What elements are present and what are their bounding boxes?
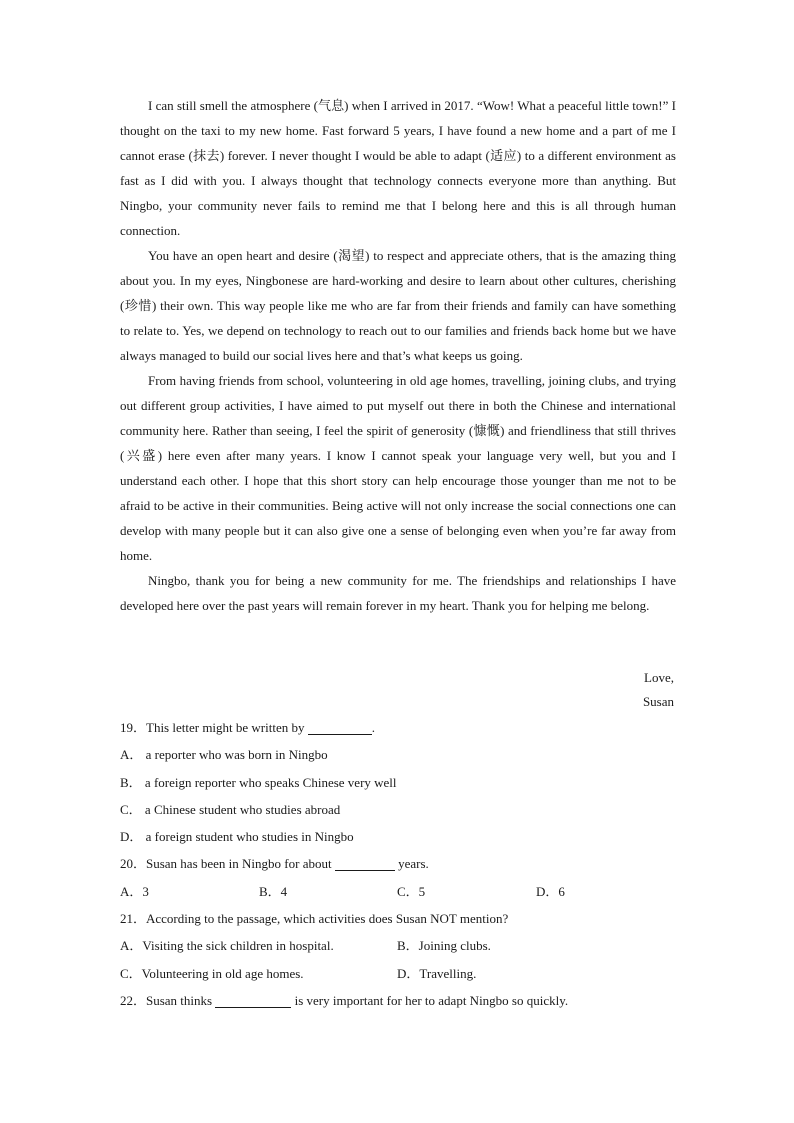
passage-paragraph-4: Ningbo, thank you for being a new community for me. The friendships and relationships I have developed here over the past years will remain forever in my heart. Thank you for helping me belong. [120,573,676,613]
passage-paragraph-2: You have an open heart and desire (渴望) to respect and appreciate others, that is the amazing thing about you. In my eyes, Ningbonese are hard-working and desire to learn about other cultures, cherishing (珍惜) their own. This way people like me who are far from their friends and family can have something to relate to. Yes, we depend on technology to reach out to our families and friends back home but we have always managed to build our social lives here and that’s what keeps us going. [120,248,676,363]
letter-closing: Love, [644,670,674,685]
question-22-text: 22．Susan thinks [120,992,213,1008]
question-21-option-b[interactable]: B．Joining clubs. [397,938,491,954]
passage-paragraph-1: I can still smell the atmosphere (气息) when I arrived in 2017. “Wow! What a peaceful little town!” I thought on the taxi to my new home. Fast forward 5 years, I have found a new home and a part of me I cannot erase (抹去) forever. I never thought I would be able to adapt (适应) to a different environment as fast as I did with you. I always thought that technology connects everyone more than anything. But Ningbo, your community never fails to remind me that I belong here and this is all through human connection. [120,98,676,238]
question-19-stem [120,714,680,741]
question-21-options-row-2 [120,960,680,987]
question-19-option-d[interactable]: D． a foreign student who studies in Ningbo [120,829,354,845]
question-21-option-c[interactable]: C．Volunteering in old age homes. [120,965,304,981]
question-20-blank[interactable] [335,855,395,871]
question-21-option-d[interactable]: D．Travelling. [397,965,477,981]
question-19-option-c[interactable]: C． a Chinese student who studies abroad [120,801,341,817]
question-21-options-row-1 [120,932,680,959]
passage-paragraph-3: From having friends from school, volunteering in old age homes, travelling, joining clubs, and trying out different group activities, I have aimed to put myself out there in both the Chinese and international community here. Rather than seeing, I feel the spirit of generosity (慷慨) and friendliness that still thrives (兴盛) here even after many years. I know I cannot speak your language very well, but you and I understand each other. I hope that this short story can help encourage those younger than me not to be afraid to be active in their communities. Being active will not only increase the social connections one can develop with many people but it can also give one a sense of belonging even when you’re far away from home. [120,373,676,563]
reading-passage [120,93,676,618]
question-22-blank[interactable] [215,992,291,1008]
question-20-options [120,878,680,905]
question-20-option-c[interactable]: C．5 [397,883,426,899]
question-22-end: is very important for her to adapt Ningbo so quickly. [294,992,569,1008]
question-20-option-d[interactable]: D．6 [536,883,565,899]
question-22-stem [120,987,680,1014]
question-21-option-a[interactable]: A．Visiting the sick children in hospital. [120,938,334,954]
question-list [120,714,680,1014]
question-19-end: . [371,720,375,735]
question-20-stem [120,850,680,877]
question-19-option-b[interactable]: B． a foreign reporter who speaks Chinese very well [120,774,397,790]
question-20-end: years. [398,856,429,872]
question-19-text: 19．This letter might be written by [120,720,305,735]
letter-signature: Susan [642,694,674,709]
question-21-stem: 21．According to the passage, which activities does Susan NOT mention? [120,911,509,927]
question-19-blank[interactable] [308,719,372,735]
question-20-option-b[interactable]: B．4 [259,883,288,899]
question-20-option-a[interactable]: A．3 [120,883,149,899]
question-20-text: 20．Susan has been in Ningbo for about [120,856,332,872]
question-19-option-a[interactable]: A． a reporter who was born in Ningbo [120,747,328,763]
